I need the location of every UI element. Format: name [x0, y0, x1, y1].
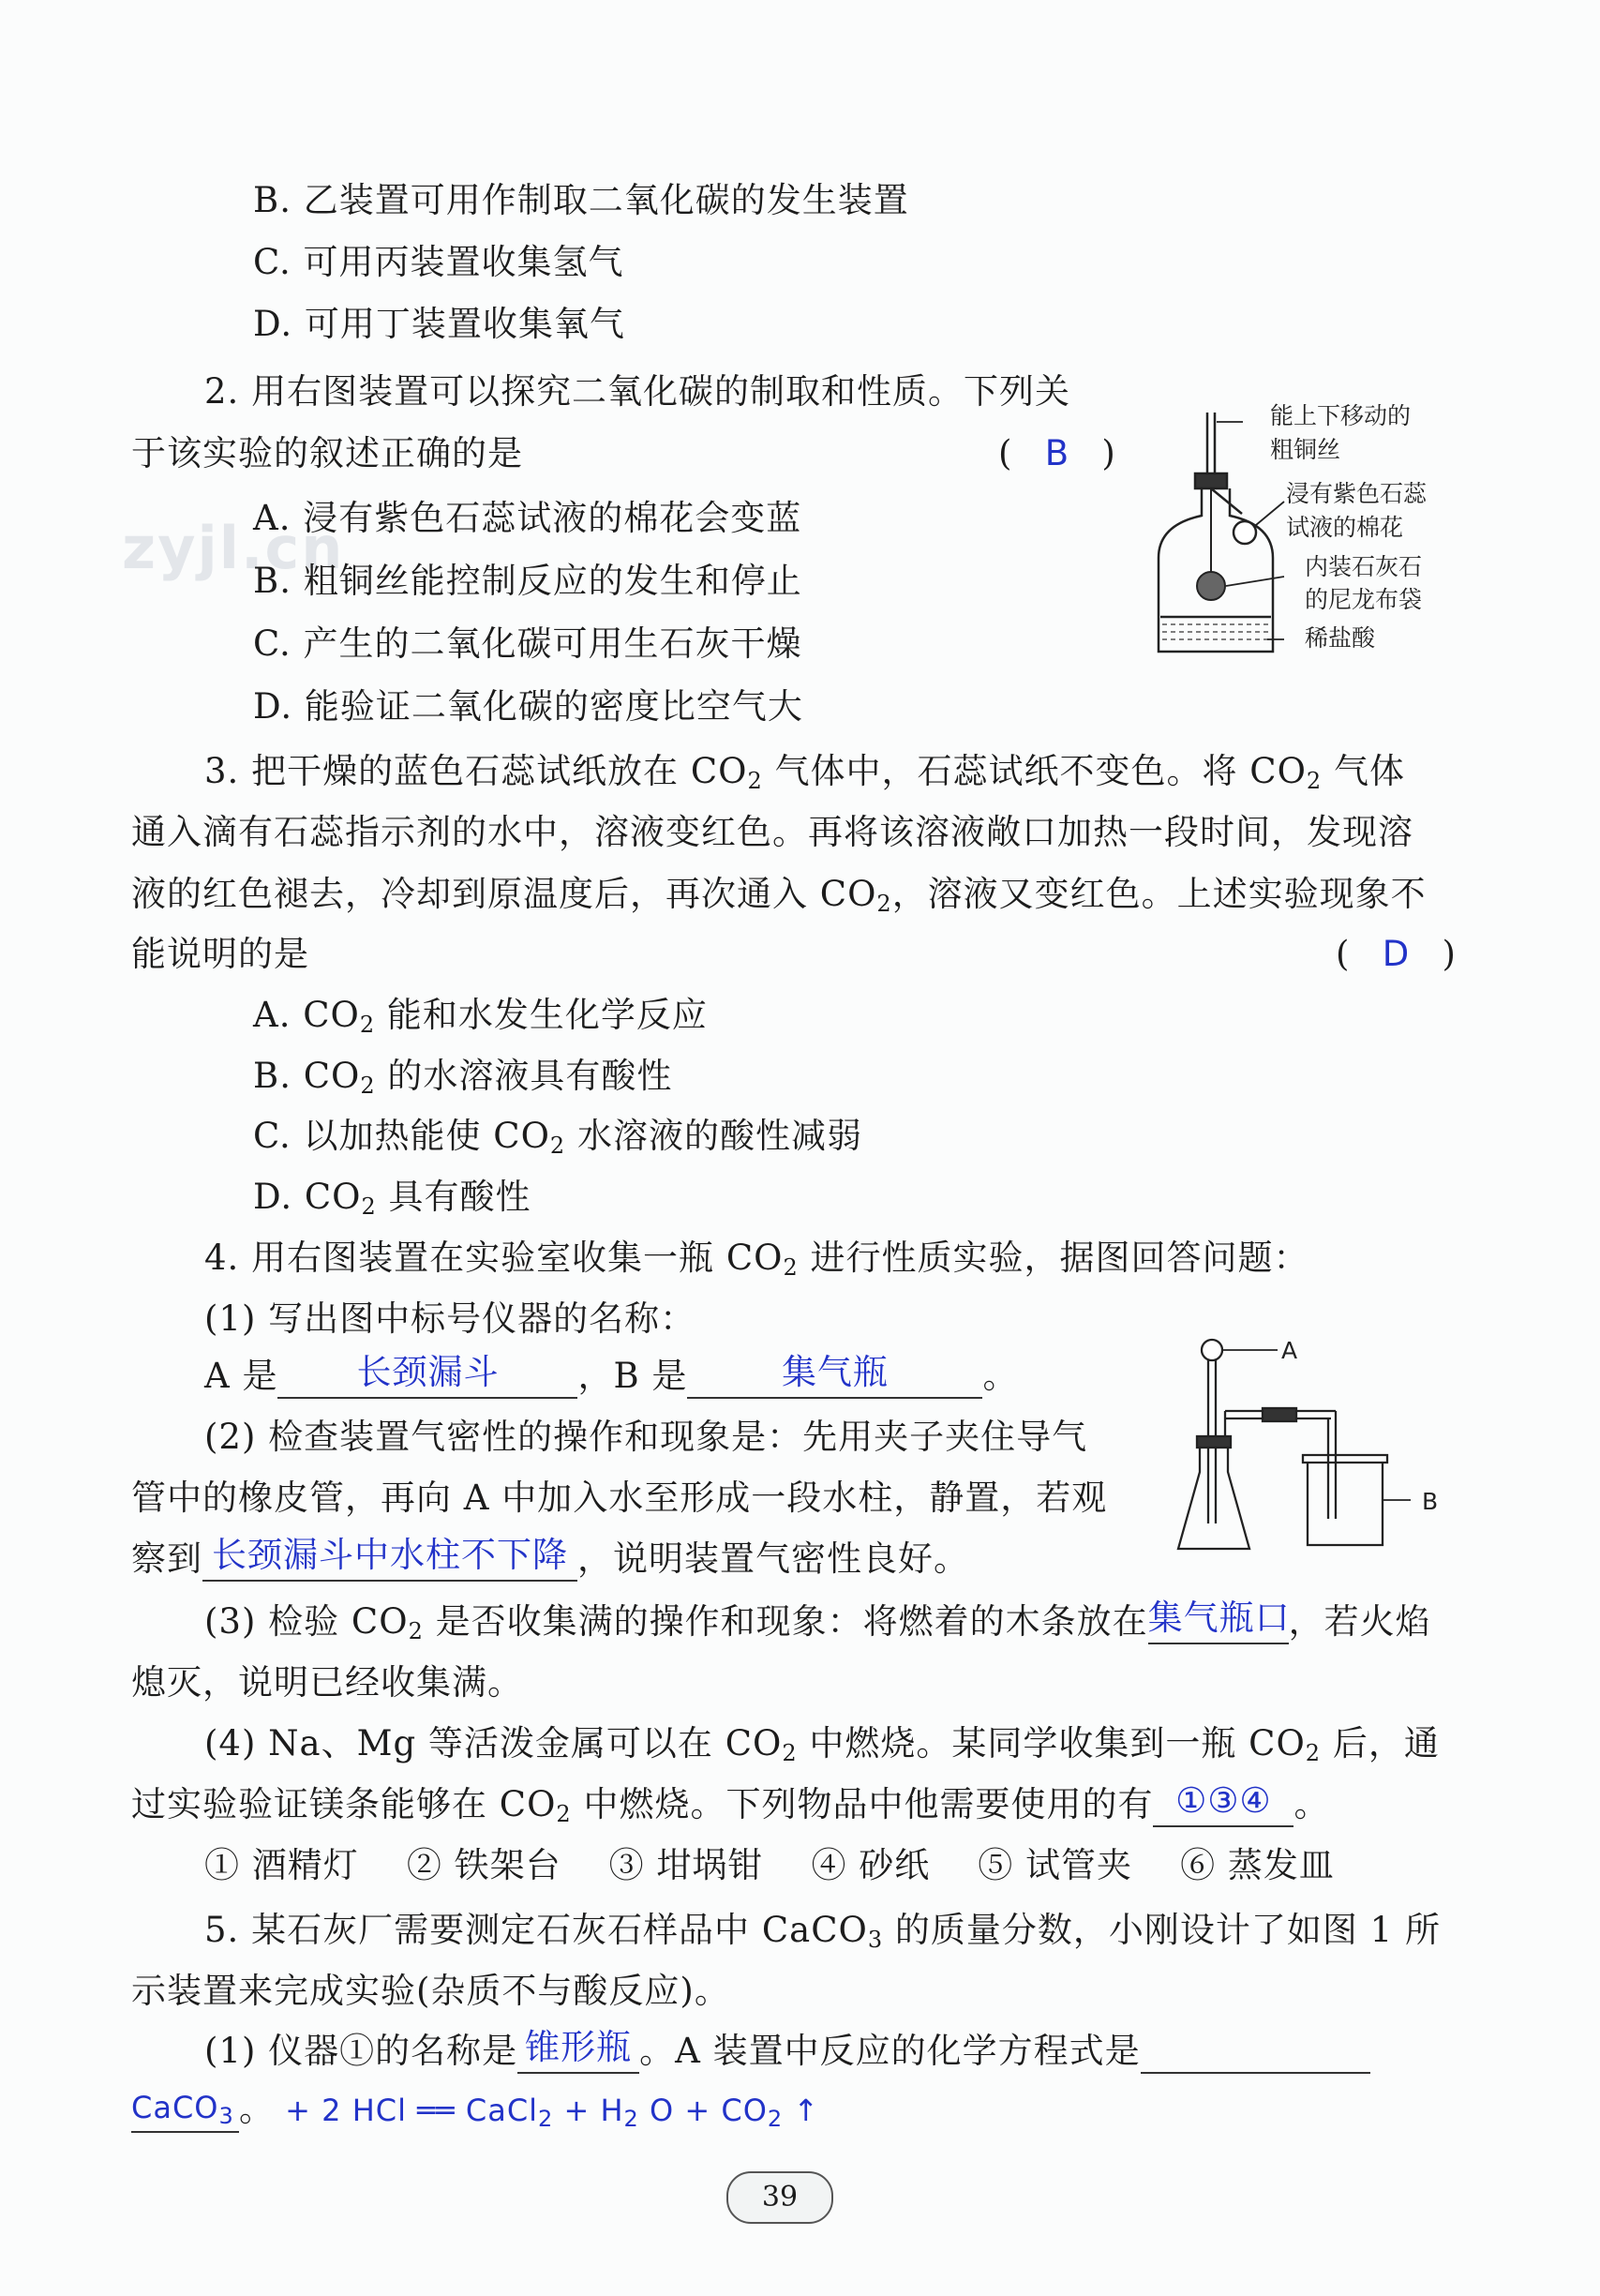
q4-figure-label-b: B [1422, 1488, 1439, 1515]
q2-answer-paren: ( B ) [998, 433, 1115, 473]
q4-part2-line1: (2) 检查装置气密性的操作和现象是：先用夹子夹住导气 [204, 1417, 1088, 1457]
q4-item-3: ③ 坩埚钳 [608, 1845, 764, 1885]
q4-blank-b[interactable]: 集气瓶 [687, 1356, 982, 1399]
q1-option-c: C. 可用丙装置收集氢气 [253, 242, 624, 282]
q4-part2-line2: 管中的橡皮管，再向 A 中加入水至形成一段水柱，静置，若观 [131, 1478, 1108, 1518]
q2-figure-label-2: 粗铜丝 [1270, 436, 1341, 463]
q4-part4-line2: 过实验验证镁条能够在 $CO_2$ 中燃烧。下列物品中他需要使用的有 ①③④ 。 [131, 1780, 1330, 1827]
q4-item-4: ④ 砂纸 [811, 1845, 931, 1885]
q5-stem-line1: 5. 某石灰厂需要测定石灰石样品中 CaCO$_3$ 的质量分数，小刚设计了如图 1 所 [204, 1910, 1441, 1953]
q4-blank-full-check[interactable]: 集气瓶口 [1148, 1601, 1289, 1644]
q5-stem-line2: 示装置来完成实验(杂质不与酸反应)。 [131, 1971, 730, 2011]
q2-figure-label-4: 试液的棉花 [1286, 514, 1404, 541]
q3-stem-line3: 液的红色褪去，冷却到原温度后，再次通入 $CO_2$，溶液又变红色。上述实验现象不 [131, 874, 1427, 917]
q4-part3-line2: 熄灭，说明已经收集满。 [131, 1662, 523, 1703]
q3-option-c: C. 以加热能使 $CO_2$ 水溶液的酸性减弱 [253, 1116, 862, 1159]
q4-part4-line1: (4) Na、Mg 等活泼金属可以在 $CO_2$ 中燃烧。某同学收集到一瓶 $CO_2$ 后，通 [204, 1723, 1440, 1766]
q2-option-d: D. 能验证二氧化碳的密度比空气大 [253, 686, 803, 727]
q2-figure-label-6: 的尼龙布袋 [1305, 586, 1423, 613]
q4-part1-title: (1) 写出图中标号仪器的名称： [204, 1298, 696, 1339]
q2-figure-label-3: 浸有紫色石蕊 [1286, 480, 1428, 507]
q4-item-2: ② 铁架台 [406, 1845, 561, 1885]
q5-blank-equation[interactable]: CaCO$_3$ [131, 2090, 239, 2133]
q3-option-b: B. $CO_2$ 的水溶液具有酸性 [253, 1056, 673, 1099]
q2-stem-line2: 于该实验的叙述正确的是 [131, 433, 523, 473]
q4-part1-answers: A 是 长颈漏斗 ，B 是 集气瓶 。 [204, 1354, 1018, 1399]
q4-stem: 4. 用右图装置在实验室收集一瓶 $CO_2$ 进行性质实验，据图回答问题： [204, 1238, 1309, 1281]
q3-option-d: D. $CO_2$ 具有酸性 [253, 1177, 531, 1220]
q4-blank-airtight[interactable]: 长颈漏斗中水柱不下降 [202, 1538, 577, 1582]
q1-option-b: B. 乙装置可用作制取二氧化碳的发生装置 [253, 180, 909, 220]
q2-option-a: A. 浸有紫色石蕊试液的棉花会变蓝 [253, 498, 802, 538]
q3-stem-line2: 通入滴有石蕊指示剂的水中，溶液变红色。再将该溶液敞口加热一段时间，发现溶 [131, 812, 1413, 852]
q4-part2-line3: 察到 长颈漏斗中水柱不下降 ，说明装置气密性良好。 [131, 1537, 969, 1582]
q4-item-5: ⑤ 试管夹 [978, 1845, 1133, 1885]
q5-blank-instrument[interactable]: 锥形瓶 [517, 2031, 639, 2074]
q1-option-d: D. 可用丁装置收集氧气 [253, 304, 625, 344]
q3-stem-line1: 3. 把干燥的蓝色石蕊试纸放在 $CO_2$ 气体中，石蕊试纸不变色。将 $CO_2$ 气体 [204, 751, 1405, 794]
watermark: zyjl.cn [122, 514, 345, 582]
q5-part1: (1) 仪器①的名称是 锥形瓶 。A 装置中反应的化学方程式是 [204, 2029, 1370, 2074]
q5-blank-equation-start[interactable] [1141, 2031, 1370, 2074]
q4-item-1: ① 酒精灯 [204, 1845, 359, 1885]
q3-option-a: A. $CO_2$ 能和水发生化学反应 [253, 995, 708, 1038]
q2-answer: B [1044, 433, 1069, 473]
q4-blank-a[interactable]: 长颈漏斗 [277, 1356, 577, 1399]
q2-stem-line1: 2. 用右图装置可以探究二氧化碳的制取和性质。下列关 [204, 371, 1071, 412]
q2-figure-label-7: 稀盐酸 [1305, 624, 1376, 652]
q3-stem-line4: 能说明的是 [131, 934, 309, 974]
q4-item-list [204, 1843, 1335, 1888]
q3-answer: D [1382, 934, 1410, 974]
q2-figure-label-5: 内装石灰石 [1305, 553, 1423, 580]
q2-figure-label-1: 能上下移动的 [1270, 402, 1412, 429]
q2-option-b: B. 粗铜丝能控制反应的发生和停止 [253, 561, 802, 601]
q3-answer-paren: ( D ) [1336, 934, 1456, 974]
page-number: 39 [726, 2171, 833, 2224]
q5-equation: CaCO$_3$ 。 + 2 HCl ══ CaCl$_2$ + $H_2$ $O + CO_2$ ↑ [131, 2089, 820, 2132]
q4-part3-line1: (3) 检验 $CO_2$ 是否收集满的操作和现象：将燃着的木条放在集气瓶口，若火焰 [204, 1598, 1431, 1644]
q4-figure-label-a: A [1281, 1337, 1298, 1364]
q4-blank-items[interactable]: ①③④ [1153, 1784, 1293, 1827]
q4-item-6: ⑥ 蒸发皿 [1180, 1845, 1335, 1885]
q2-option-c: C. 产生的二氧化碳可用生石灰干燥 [253, 623, 802, 664]
q4-apparatus-figure [1176, 1331, 1420, 1566]
